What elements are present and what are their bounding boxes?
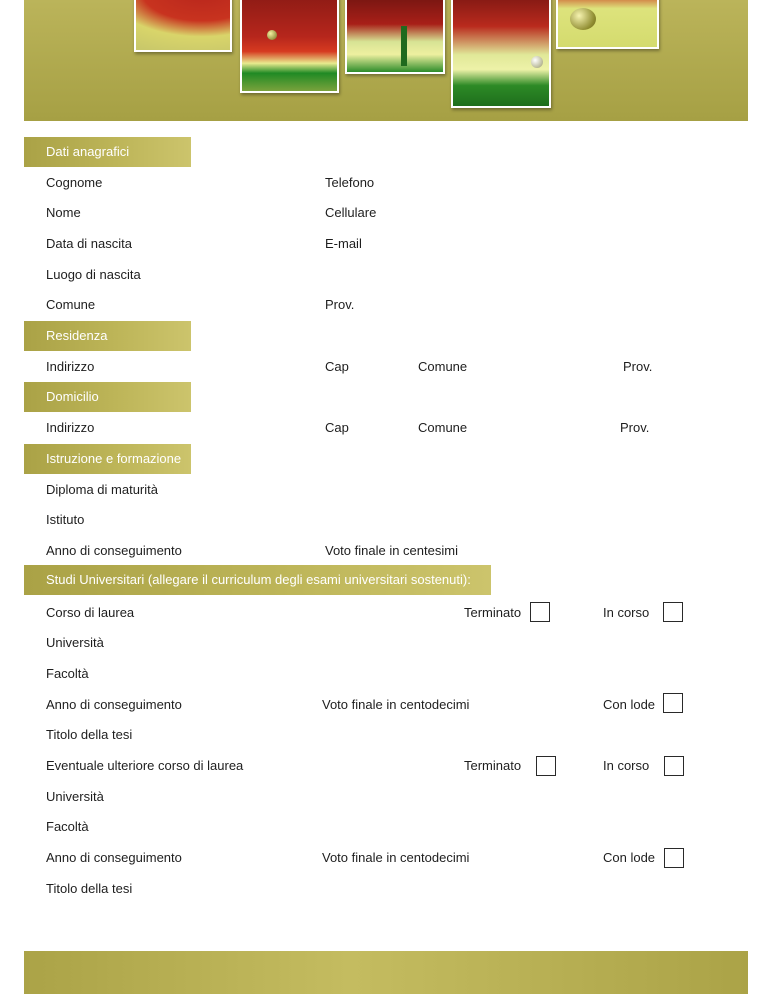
poppy-photo-2 (240, 0, 339, 93)
label-cellulare: Cellulare (325, 205, 377, 220)
section-header-residenza: Residenza (24, 321, 191, 351)
footer-bar (24, 951, 748, 994)
label-nome: Nome (46, 205, 81, 220)
label-univ-voto-2: Voto finale in centodecimi (322, 850, 470, 865)
header-banner (24, 0, 748, 121)
label-universita: Università (46, 635, 104, 650)
label-luogo-nascita: Luogo di nascita (46, 267, 141, 282)
section-header-domicilio: Domicilio (24, 382, 191, 412)
label-istruzione-voto: Voto finale in centesimi (325, 543, 458, 558)
label-ulteriore-corso: Eventuale ulteriore corso di laurea (46, 758, 244, 773)
label-univ-anno: Anno di conseguimento (46, 697, 182, 712)
label-telefono: Telefono (325, 175, 375, 190)
label-in-corso-2: In corso (603, 758, 650, 773)
label-istruzione-anno: Anno di conseguimento (46, 543, 182, 558)
label-istituto: Istituto (46, 512, 85, 527)
label-universita-2: Università (46, 789, 104, 804)
label-con-lode-2: Con lode (603, 850, 656, 865)
label-domicilio-cap: Cap (325, 420, 349, 435)
label-domicilio-comune: Comune (418, 420, 468, 435)
label-terminato: Terminato (464, 605, 522, 620)
con-lode-checkbox[interactable] (663, 693, 683, 713)
terminato-2-checkbox[interactable] (536, 756, 556, 776)
label-univ-voto: Voto finale in centodecimi (322, 697, 470, 712)
label-corso-laurea: Corso di laurea (46, 605, 135, 620)
label-facolta-2: Facoltà (46, 819, 89, 834)
label-comune: Comune (46, 297, 96, 312)
poppy-photo-1 (134, 0, 232, 52)
label-facolta: Facoltà (46, 666, 89, 681)
label-in-corso: In corso (603, 605, 650, 620)
label-con-lode: Con lode (603, 697, 656, 712)
label-univ-anno-2: Anno di conseguimento (46, 850, 182, 865)
label-titolo-tesi: Titolo della tesi (46, 727, 133, 742)
label-residenza-comune: Comune (418, 359, 468, 374)
label-titolo-tesi-2: Titolo della tesi (46, 881, 133, 896)
section-header-studi-universitari: Studi Universitari (allegare il curriculum degli esami universitari sostenuti): (24, 565, 491, 595)
label-terminato-2: Terminato (464, 758, 522, 773)
in-corso-2-checkbox[interactable] (664, 756, 684, 776)
terminato-checkbox[interactable] (530, 602, 550, 622)
label-residenza-cap: Cap (325, 359, 349, 374)
label-cognome: Cognome (46, 175, 103, 190)
label-diploma: Diploma di maturità (46, 482, 158, 497)
label-email: E-mail (325, 236, 362, 251)
label-data-nascita: Data di nascita (46, 236, 132, 251)
poppy-photo-4 (451, 0, 551, 108)
label-domicilio-indirizzo: Indirizzo (46, 420, 95, 435)
label-residenza-indirizzo: Indirizzo (46, 359, 95, 374)
section-header-istruzione: Istruzione e formazione (24, 444, 191, 474)
section-header-dati-anagrafici: Dati anagrafici (24, 137, 191, 167)
in-corso-checkbox[interactable] (663, 602, 683, 622)
label-residenza-prov: Prov. (623, 359, 653, 374)
label-domicilio-prov: Prov. (620, 420, 650, 435)
label-prov: Prov. (325, 297, 355, 312)
poppy-photo-3 (345, 0, 445, 74)
con-lode-2-checkbox[interactable] (664, 848, 684, 868)
poppy-photo-5 (556, 0, 659, 49)
